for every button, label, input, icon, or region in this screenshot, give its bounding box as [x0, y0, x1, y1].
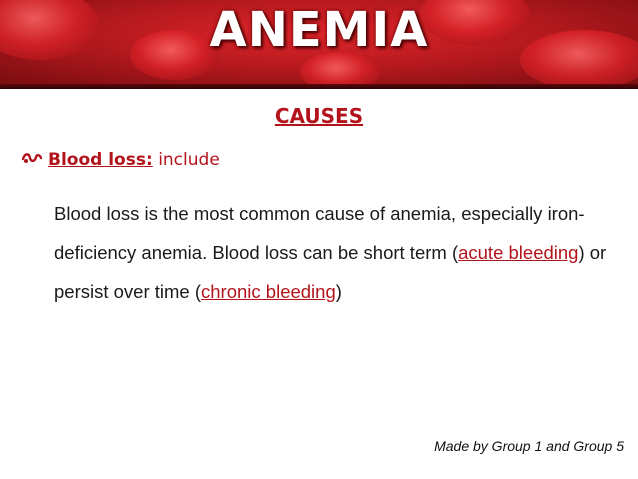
acute-bleeding-link[interactable]: acute bleeding: [458, 242, 579, 263]
section-heading: CAUSES: [274, 104, 364, 128]
credit-note: Made by Group 1 and Group 5: [434, 438, 624, 454]
cause-paragraph: [54, 194, 624, 311]
bullet-label: Blood loss:: [48, 150, 153, 170]
paragraph-text: ) or persist over time (: [54, 242, 607, 302]
title-banner: [0, 0, 638, 84]
section-heading-wrap: [0, 104, 638, 128]
banner-divider: [0, 84, 638, 89]
paragraph-text: ): [335, 281, 342, 302]
slide-title: ANEMIA: [209, 2, 429, 58]
bullet-label-rest: include: [158, 150, 220, 170]
bullet-item: [22, 150, 220, 170]
chronic-bleeding-link[interactable]: chronic bleeding: [201, 281, 336, 302]
paragraph-text: Blood loss is the most common cause of anemia, especially iron-deficiency anemia. Blood loss can be short term (: [54, 203, 585, 263]
bullet-swirl-icon: [22, 151, 42, 169]
